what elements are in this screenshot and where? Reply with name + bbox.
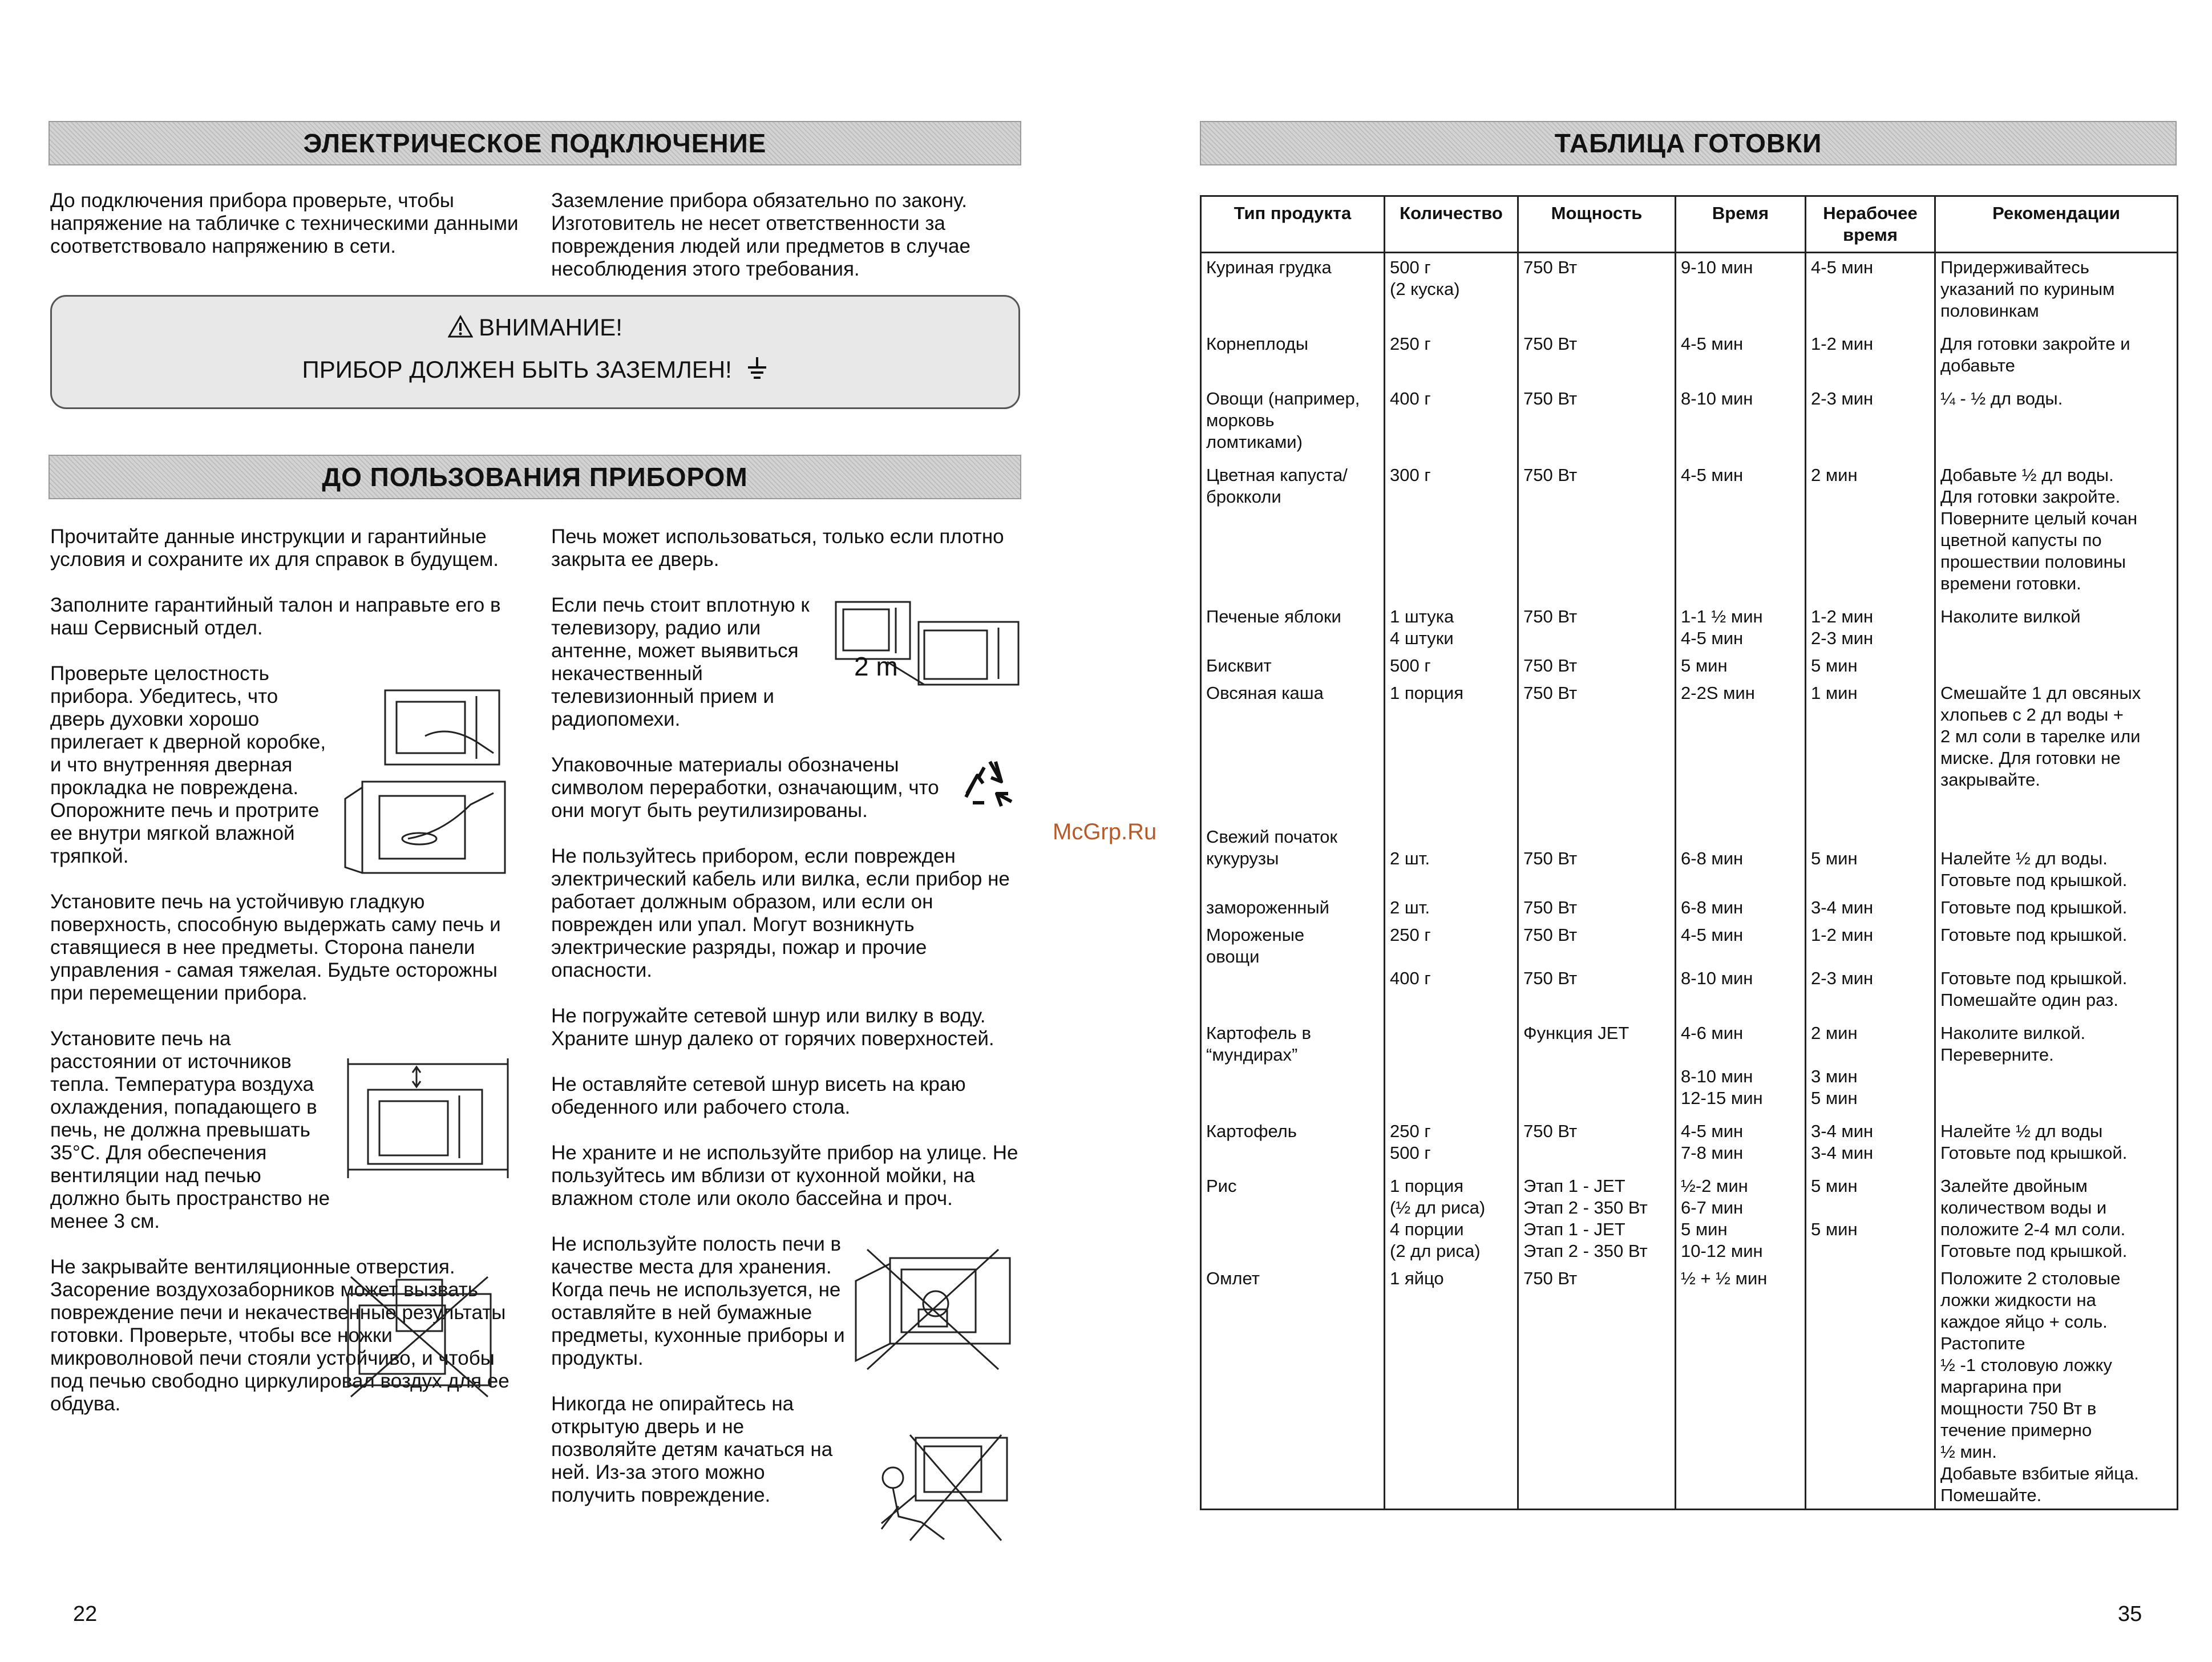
cell-product: Картофель: [1201, 1117, 1385, 1172]
para-ventilation: Не закрывайте вентиляционные отверстия. Засорение воздухозаборников может вызвать повреждение печи и некачественные результаты готовки. Проверьте, чтобы все ножки микроволновой печи стояли устойчиво, и чтобы под печью свободно циркулировал воздух для ее обдува.: [50, 1256, 509, 1415]
para-water: Не погружайте сетевой шнур или вилку в воду. Храните шнур далеко от горячих поверхностей.: [551, 1005, 994, 1050]
cell-standing-time: 5 мин: [1806, 652, 1935, 679]
cell-recommendation: Смешайте 1 дл овсяных хлопьев с 2 дл воды + 2 мл соли в тарелке или миске. Для готовки не закрывайте.: [1935, 679, 2178, 823]
cell-power: 750 Вт: [1518, 1264, 1676, 1510]
electrical-title: ЭЛЕКТРИЧЕСКОЕ ПОДКЛЮЧЕНИЕ: [303, 128, 767, 158]
cell-product: Печеные яблоки: [1201, 602, 1385, 652]
cell-product: Мороженые овощи: [1201, 921, 1385, 1019]
cell-standing-time: 1-2 мин 2-3 мин: [1806, 602, 1935, 652]
cell-quantity: 1 порция: [1385, 679, 1518, 823]
cell-time: 4-5 мин 7-8 мин: [1676, 1117, 1806, 1172]
cooking-table-title: ТАБЛИЦА ГОТОВКИ: [1554, 128, 1822, 158]
cell-product: Бисквит: [1201, 652, 1385, 679]
table-row: [1201, 652, 2178, 679]
cell-power: 750 Вт: [1518, 893, 1676, 921]
table-row: [1201, 385, 2178, 461]
watermark: McGrp.Ru: [1053, 819, 1157, 844]
cell-standing-time: 2 мин 3 мин 5 мин: [1806, 1019, 1935, 1117]
cell-quantity: 1 яйцо: [1385, 1264, 1518, 1510]
col-header-standing-time: Нерабочее время: [1806, 196, 1935, 253]
cell-product: Цветная капуста/ брокколи: [1201, 461, 1385, 602]
cell-power: Функция JET: [1518, 1019, 1676, 1117]
para-install-surface: Установите печь на устойчивую гладкую поверхность, способную выдержать саму печь и ставящиеся в нее предметы. Сторона панели управления - самая тяжелая. Будьте осторожны при перемещении прибора.: [50, 891, 501, 1004]
para-read-instructions: Прочитайте данные инструкции и гарантийные условия и сохраните их для справок в будущем.: [50, 525, 499, 571]
cell-recommendation: Придерживайтесь указаний по куриным половинкам: [1935, 253, 2178, 330]
table-row: [1201, 1172, 2178, 1264]
col-header-quantity: Количество: [1385, 196, 1518, 253]
cell-product: Омлет: [1201, 1264, 1385, 1510]
cooking-table: [1200, 195, 2178, 1510]
cell-time: ½ + ½ мин: [1676, 1264, 1806, 1510]
cell-standing-time: 5 мин: [1806, 823, 1935, 893]
para-door-lean: Никогда не опирайтесь на открытую дверь и не позволяйте детям качаться на ней. Из-за этого можно получить повреждение.: [551, 1393, 833, 1506]
electrical-header: [48, 121, 1021, 165]
warning-triangle-icon: [448, 315, 473, 338]
right-page: [1107, 0, 2212, 1662]
col-header-time: Время: [1676, 196, 1806, 253]
cell-standing-time: 5 мин 5 мин: [1806, 1172, 1935, 1264]
cell-time: 1-1 ½ мин 4-5 мин: [1676, 602, 1806, 652]
oven-cleaning-illustration: [339, 685, 511, 890]
para-packaging: Упаковочные материалы обозначены символом переработки, означающим, что они могут быть реутилизированы.: [551, 754, 939, 822]
cell-recommendation: Залейте двойным количеством воды и положите 2-4 мл соли. Готовьте под крышкой.: [1935, 1172, 2178, 1264]
table-row: [1201, 921, 2178, 1019]
table-row: [1201, 823, 2178, 893]
table-row: [1201, 1264, 2178, 1510]
para-storage: Не используйте полость печи в качестве места для хранения. Когда печь не используется, не оставляйте в ней бумажные предметы, кухонные приборы и продукты.: [551, 1233, 845, 1369]
cell-power: 750 Вт 750 Вт: [1518, 921, 1676, 1019]
para-cord-hang: Не оставляйте сетевой шнур висеть на краю обеденного или рабочего стола.: [551, 1073, 966, 1118]
cell-time: 4-6 мин 8-10 мин 12-15 мин: [1676, 1019, 1806, 1117]
cell-power: 750 Вт: [1518, 461, 1676, 602]
cell-recommendation: Налейте ½ дл воды. Готовьте под крышкой.: [1935, 823, 2178, 893]
table-row: [1201, 1117, 2178, 1172]
cell-standing-time: 2-3 мин: [1806, 385, 1935, 461]
col-header-power: Мощность: [1518, 196, 1676, 253]
cooking-table-body: [1201, 253, 2178, 1510]
cell-power: 750 Вт: [1518, 652, 1676, 679]
door-lean-prohibited-illustration: [870, 1432, 1018, 1546]
before-use-title: ДО ПОЛЬЗОВАНИЯ ПРИБОРОМ: [322, 462, 748, 492]
para-warranty: Заполните гарантийный талон и направьте его в наш Сервисный отдел.: [50, 594, 501, 639]
cell-quantity: 250 г: [1385, 330, 1518, 385]
col-header-product: Тип продукта: [1201, 196, 1385, 253]
cell-standing-time: 1-2 мин 2-3 мин: [1806, 921, 1935, 1019]
cell-quantity: 2 шт.: [1385, 893, 1518, 921]
table-row: [1201, 461, 2178, 602]
before-use-header: [48, 455, 1021, 499]
cell-power: Этап 1 - JET Этап 2 - 350 Вт Этап 1 - JET Этап 2 - 350 Вт: [1518, 1172, 1676, 1264]
cell-recommendation: Готовьте под крышкой. Готовьте под крышкой. Помешайте один раз.: [1935, 921, 2178, 1019]
cell-quantity: 1 штука 4 штуки: [1385, 602, 1518, 652]
cell-standing-time: 1 мин: [1806, 679, 1935, 823]
distance-label: 2 m: [854, 652, 898, 681]
cell-recommendation: Положите 2 столовые ложки жидкости на каждое яйцо + соль. Растопите ½ -1 столовую ложку маргарина при мощности 750 Вт в течение примерно ½ мин. Добавьте взбитые яйца. Помешайте.: [1935, 1264, 2178, 1510]
cell-power: 750 Вт: [1518, 253, 1676, 330]
cell-time: 6-8 мин: [1676, 893, 1806, 921]
table-row: [1201, 253, 2178, 330]
page-number-left: 22: [73, 1602, 98, 1626]
cell-power: 750 Вт: [1518, 330, 1676, 385]
cell-power: 750 Вт: [1518, 679, 1676, 823]
table-row: [1201, 330, 2178, 385]
table-header-row: [1201, 196, 2178, 253]
recycle-icon: [961, 756, 1018, 813]
electrical-text-col1: До подключения прибора проверьте, чтобы напряжение на табличке с техническими данными соответствовало напряжению в сети.: [50, 189, 519, 257]
table-row: [1201, 1019, 2178, 1117]
cooking-table-header: [1200, 121, 2177, 165]
cell-standing-time: 3-4 мин 3-4 мин: [1806, 1117, 1935, 1172]
cell-standing-time: 4-5 мин: [1806, 253, 1935, 330]
cell-standing-time: 3-4 мин: [1806, 893, 1935, 921]
warning-line2: [52, 356, 1018, 383]
warning-box: [50, 295, 1020, 409]
page-number-right: 35: [2118, 1602, 2142, 1626]
ventilation-clearance-illustration: [345, 1047, 511, 1184]
cell-standing-time: [1806, 1264, 1935, 1510]
cell-quantity: 2 шт.: [1385, 823, 1518, 893]
cell-recommendation: ¼ - ½ дл воды.: [1935, 385, 2178, 461]
cell-recommendation: Налейте ½ дл воды Готовьте под крышкой.: [1935, 1117, 2178, 1172]
para-tv-interference: Если печь стоит вплотную к телевизору, радио или антенне, может выявиться некачественный телевизионный прием и радиопомехи.: [551, 594, 810, 730]
cell-quantity: [1385, 1019, 1518, 1117]
cell-quantity: 500 г: [1385, 652, 1518, 679]
blocked-vents-illustration: [345, 1271, 499, 1402]
cell-recommendation: [1935, 652, 2178, 679]
cell-standing-time: 2 мин: [1806, 461, 1935, 602]
cell-power: 750 Вт: [1518, 385, 1676, 461]
cell-recommendation: Наколите вилкой. Переверните.: [1935, 1019, 2178, 1117]
cell-time: 4-5 мин 8-10 мин: [1676, 921, 1806, 1019]
table-row: [1201, 602, 2178, 652]
cell-time: 2-2S мин: [1676, 679, 1806, 823]
cell-power: 750 Вт: [1518, 823, 1676, 893]
cell-time: 9-10 мин: [1676, 253, 1806, 330]
cell-quantity: 250 г 500 г: [1385, 1117, 1518, 1172]
cell-recommendation: Для готовки закройте и добавьте: [1935, 330, 2178, 385]
storage-prohibited-illustration: [844, 1247, 1016, 1378]
ground-symbol-icon: [746, 356, 769, 381]
para-door-closed: Печь может использоваться, только если плотно закрыта ее дверь.: [551, 525, 1004, 571]
cell-time: 5 мин: [1676, 652, 1806, 679]
cell-time: 6-8 мин: [1676, 823, 1806, 893]
cell-time: ½-2 мин 6-7 мин 5 мин 10-12 мин: [1676, 1172, 1806, 1264]
cell-power: 750 Вт: [1518, 1117, 1676, 1172]
para-check-integrity: Проверьте целостность прибора. Убедитесь, что дверь духовки хорошо прилегает к дверной коробке, и что внутренняя дверная прокладка не повреждена. Опорожните печь и протрите ее внутри мягкой влажной тряпкой.: [50, 662, 326, 867]
cell-quantity: 250 г 400 г: [1385, 921, 1518, 1019]
table-row: [1201, 679, 2178, 823]
col-header-recommendations: Рекомендации: [1935, 196, 2178, 253]
cell-time: 4-5 мин: [1676, 330, 1806, 385]
cell-product: Овсяная каша: [1201, 679, 1385, 823]
cell-quantity: 400 г: [1385, 385, 1518, 461]
cell-product: Куриная грудка: [1201, 253, 1385, 330]
cell-quantity: 300 г: [1385, 461, 1518, 602]
para-damaged-cable: Не пользуйтесь прибором, если поврежден электрический кабель или вилка, если прибор не работает должным образом, или если он поврежден или упал. Могут возникнуть электрические разряды, пожар и прочие опасности.: [551, 845, 1010, 981]
cell-product: Рис: [1201, 1172, 1385, 1264]
cell-product: Овощи (например, морковь ломтиками): [1201, 385, 1385, 461]
para-heat-distance: Установите печь на расстоянии от источников тепла. Температура воздуха охлаждения, попадающего в печь, не должна превышать 35°C. Для обеспечения вентиляции над печью должно быть пространство не менее 3 см.: [50, 1028, 330, 1232]
cell-product: Свежий початок кукурузы: [1201, 823, 1385, 893]
warning-line1: [52, 314, 1018, 341]
cell-standing-time: 1-2 мин: [1806, 330, 1935, 385]
table-row: [1201, 893, 2178, 921]
electrical-text-col2: Заземление прибора обязательно по закону. Изготовитель не несет ответственности за повреждения людей или предметов в случае несоблюдения этого требования.: [551, 189, 970, 280]
cell-time: 4-5 мин: [1676, 461, 1806, 602]
cell-time: 8-10 мин: [1676, 385, 1806, 461]
warning-title: ВНИМАНИЕ!: [479, 314, 622, 341]
cell-product: Корнеплоды: [1201, 330, 1385, 385]
cell-power: 750 Вт: [1518, 602, 1676, 652]
para-outdoor: Не храните и не используйте прибор на улице. Не пользуйтесь им вблизи от кухонной мойки, на влажном столе или около бассейна и проч.: [551, 1142, 1018, 1210]
cell-recommendation: Готовьте под крышкой.: [1935, 893, 2178, 921]
cell-product: замороженный: [1201, 893, 1385, 921]
cell-recommendation: Наколите вилкой: [1935, 602, 2178, 652]
cell-quantity: 500 г (2 куска): [1385, 253, 1518, 330]
warning-text: ПРИБОР ДОЛЖЕН БЫТЬ ЗАЗЕМЛЕН!: [302, 356, 732, 383]
cell-product: Картофель в “мундирах”: [1201, 1019, 1385, 1117]
cell-quantity: 1 порция (½ дл риса) 4 порции (2 дл риса): [1385, 1172, 1518, 1264]
cell-recommendation: Добавьте ½ дл воды. Для готовки закройте. Поверните целый кочан цветной капусты по прошествии половины времени готовки.: [1935, 461, 2178, 602]
